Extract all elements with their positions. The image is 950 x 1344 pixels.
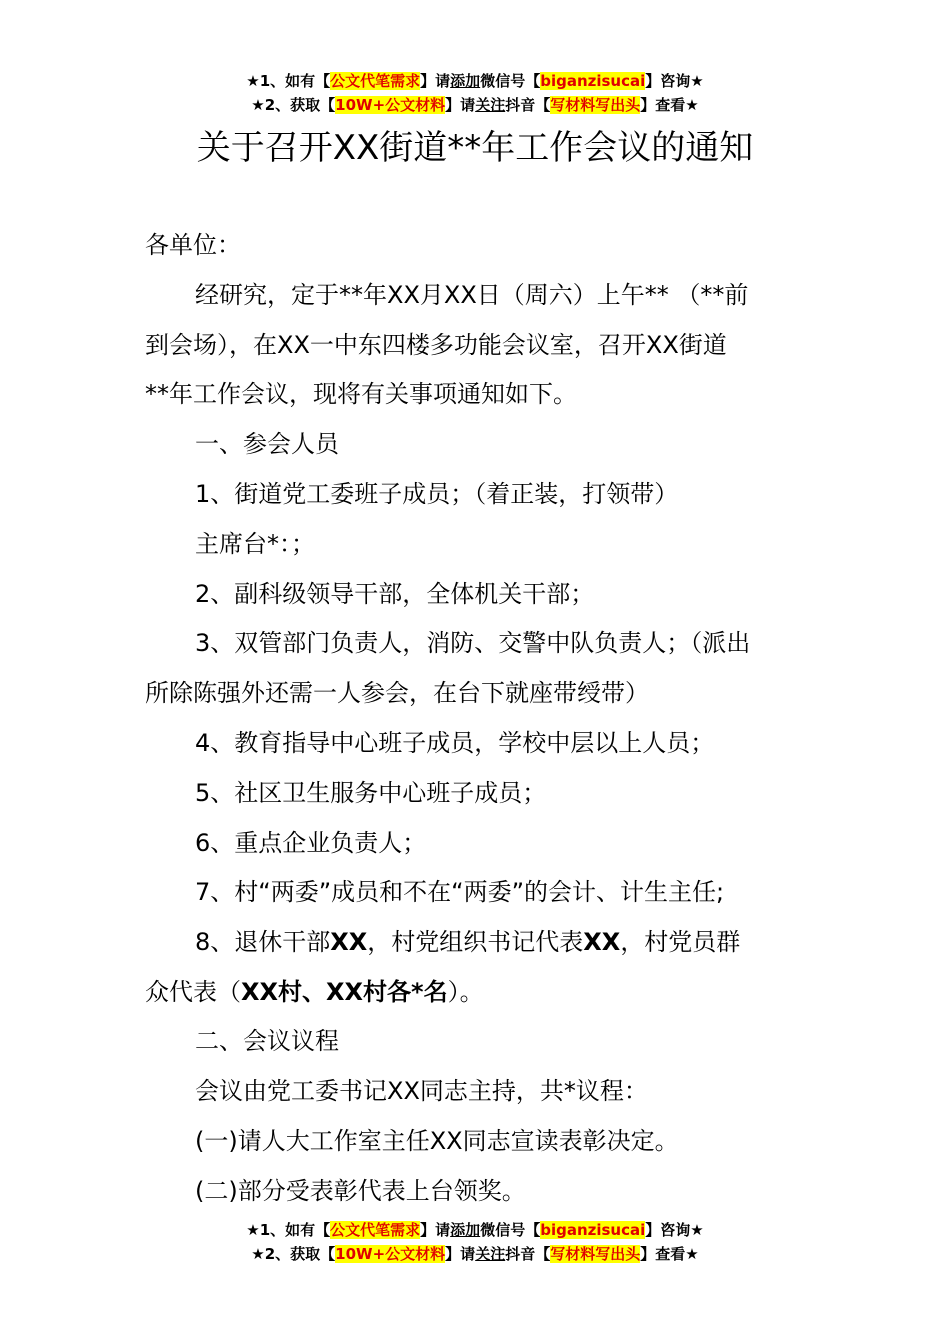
star-icon: ★ bbox=[251, 1245, 265, 1263]
banner-highlight: 10W+公文材料 bbox=[335, 96, 446, 114]
banner-text: 抖音【 bbox=[505, 1245, 551, 1263]
banner-text: 2、获取【 bbox=[264, 96, 336, 114]
banner-highlight: 写材料写出头 bbox=[550, 96, 641, 114]
banner-text: 2、获取【 bbox=[264, 1245, 336, 1263]
bold-run: XX村、XX村各*名 bbox=[241, 978, 448, 1006]
bold-run: XX bbox=[330, 928, 368, 956]
banner-text: 】咨询 bbox=[645, 72, 691, 90]
list-item: 7、村“两委”成员和不在“两委”的会计、计生主任; bbox=[195, 878, 725, 906]
header-banner-line-2 bbox=[0, 94, 950, 116]
star-icon: ★ bbox=[690, 1221, 704, 1239]
banner-highlight: 公文代笔需求 bbox=[330, 72, 421, 90]
banner-underline: 添加 bbox=[450, 1221, 481, 1239]
list-item: 4、教育指导中心班子成员，学校中层以上人员； bbox=[195, 729, 715, 757]
star-icon: ★ bbox=[685, 96, 699, 114]
list-item: 5、社区卫生服务中心班子成员； bbox=[195, 779, 547, 807]
banner-text: 微信号【 bbox=[480, 1221, 541, 1239]
banner-text: 】查看 bbox=[640, 1245, 686, 1263]
star-icon: ★ bbox=[251, 96, 265, 114]
banner-text: 】请 bbox=[445, 96, 476, 114]
text-run: ，村党员群 bbox=[620, 928, 741, 956]
banner-underline: 关注 bbox=[475, 96, 506, 114]
salutation: 各单位： bbox=[145, 231, 241, 259]
banner-text: 微信号【 bbox=[480, 72, 541, 90]
footer-banner-line-2 bbox=[0, 1243, 950, 1265]
list-item: 6、重点企业负责人； bbox=[195, 829, 427, 857]
banner-highlight: biganzisucai bbox=[540, 72, 646, 90]
text-run: ，村党组织书记代表 bbox=[367, 928, 584, 956]
banner-highlight: biganzisucai bbox=[540, 1221, 646, 1239]
star-icon: ★ bbox=[246, 1221, 260, 1239]
star-icon: ★ bbox=[685, 1245, 699, 1263]
banner-highlight: 10W+公文材料 bbox=[335, 1245, 446, 1263]
banner-underline: 添加 bbox=[450, 72, 481, 90]
agenda-item: (一)请人大工作室主任XX同志宣读表彰决定。 bbox=[195, 1127, 679, 1155]
banner-underline: 关注 bbox=[475, 1245, 506, 1263]
paragraph-line: **年工作会议，现将有关事项通知如下。 bbox=[145, 380, 577, 408]
banner-highlight: 写材料写出头 bbox=[550, 1245, 641, 1263]
paragraph-line: 会议由党工委书记XX同志主持，共*议程： bbox=[195, 1077, 648, 1105]
text-run: 8、退休干部 bbox=[195, 928, 331, 956]
bold-run: XX bbox=[583, 928, 621, 956]
agenda-item: (二)部分受表彰代表上台领奖。 bbox=[195, 1177, 526, 1205]
banner-text: 】请 bbox=[420, 1221, 451, 1239]
banner-text: 】咨询 bbox=[645, 1221, 691, 1239]
banner-text: 】查看 bbox=[640, 96, 686, 114]
star-icon: ★ bbox=[690, 72, 704, 90]
list-item-continued: 所除陈强外还需一人参会，在台下就座带绶带） bbox=[145, 679, 649, 707]
banner-text: 】请 bbox=[420, 72, 451, 90]
banner-text: 1、如有【 bbox=[259, 72, 331, 90]
document-title: 关于召开XX街道**年工作会议的通知 bbox=[196, 128, 754, 168]
header-banner-line-1 bbox=[0, 70, 950, 92]
banner-highlight: 公文代笔需求 bbox=[330, 1221, 421, 1239]
list-item bbox=[195, 925, 740, 959]
list-item: 3、双管部门负责人，消防、交警中队负责人；（派出 bbox=[195, 629, 751, 657]
list-item: 1、街道党工委班子成员；（着正装，打领带） bbox=[195, 480, 679, 508]
paragraph-line: 经研究，定于**年XX月XX日（周六）上午** （**前 bbox=[195, 281, 749, 309]
list-item: 2、副科级领导干部，全体机关干部； bbox=[195, 580, 595, 608]
banner-text: 抖音【 bbox=[505, 96, 551, 114]
banner-text: 1、如有【 bbox=[259, 1221, 331, 1239]
paragraph-line: 到会场），在XX一中东四楼多功能会议室，召开XX街道 bbox=[145, 331, 727, 359]
list-item: 主席台*：； bbox=[195, 530, 315, 558]
text-run: ）。 bbox=[447, 978, 484, 1006]
text-run: 众代表（ bbox=[145, 978, 241, 1006]
footer-banner-line-1 bbox=[0, 1219, 950, 1241]
banner-text: 】请 bbox=[445, 1245, 476, 1263]
section-heading: 一、参会人员 bbox=[195, 430, 339, 458]
list-item-continued bbox=[145, 975, 484, 1009]
star-icon: ★ bbox=[246, 72, 260, 90]
section-heading: 二、会议议程 bbox=[195, 1027, 339, 1055]
